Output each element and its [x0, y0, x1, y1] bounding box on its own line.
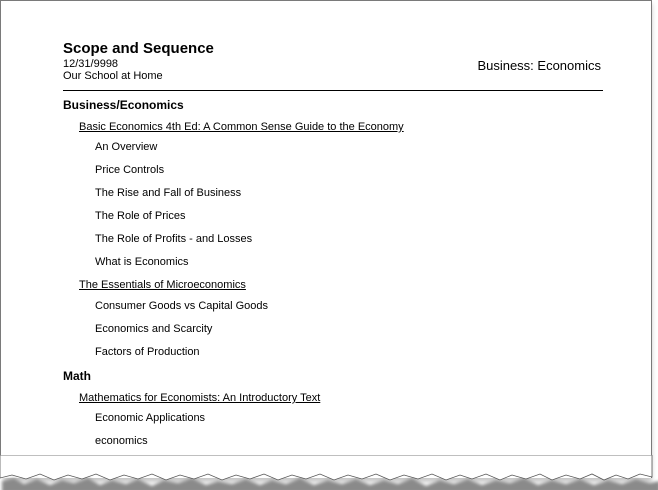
- topic-item: An Overview: [95, 141, 158, 153]
- topic-item: Consumer Goods vs Capital Goods: [95, 300, 269, 312]
- topic-item: Economic Applications: [95, 412, 206, 424]
- subject-heading: Business/Economics: [63, 98, 184, 112]
- topic-item: What is Economics: [95, 256, 189, 268]
- header-divider: [63, 90, 603, 91]
- topic-item: Price Controls: [95, 164, 165, 176]
- subject-heading: Math: [63, 369, 91, 383]
- book-title: Basic Economics 4th Ed: A Common Sense Guide to the Economy: [79, 121, 404, 133]
- topic-item: The Role of Profits - and Losses: [95, 233, 253, 245]
- topic-item: The Rise and Fall of Business: [95, 187, 242, 199]
- book-title: The Essentials of Microeconomics: [79, 279, 246, 291]
- report-title: Scope and Sequence: [63, 40, 214, 57]
- topic-item: Economics and Scarcity: [95, 323, 213, 335]
- topic-item: economics: [95, 435, 148, 447]
- torn-page-edge: [0, 455, 658, 490]
- topic-item: Factors of Production: [95, 346, 200, 358]
- report-date: 12/31/9998: [63, 58, 119, 70]
- book-title: Mathematics for Economists: An Introductory Text: [79, 392, 321, 404]
- topic-item: The Role of Prices: [95, 210, 186, 222]
- school-name: Our School at Home: [63, 70, 163, 82]
- report-subject: Business: Economics: [477, 58, 601, 73]
